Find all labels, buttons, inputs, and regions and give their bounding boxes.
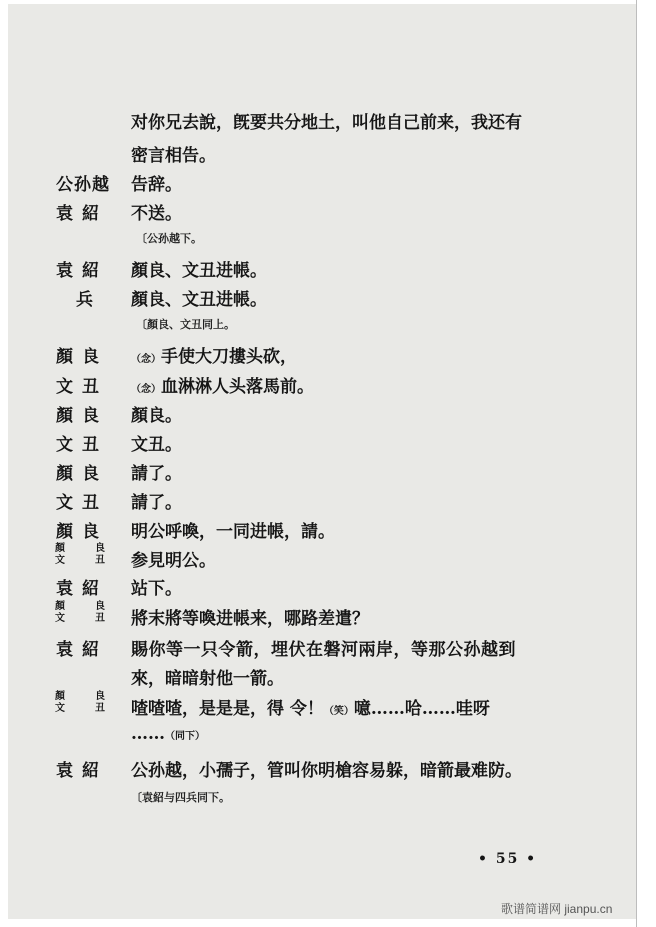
speech-text: 血淋淋人头落馬前。 <box>161 377 314 397</box>
stage-direction-3: 〔袁紹与四兵同下。 <box>131 791 230 804</box>
speaker-duo-bottom: 文丑 <box>55 555 135 566</box>
stage-direction-2: 〔顏良、文丑同上。 <box>136 318 235 331</box>
speaker-duo-bottom: 文丑 <box>55 703 135 714</box>
speaker-yuanshao: 袁紹 <box>56 761 108 781</box>
speaker-yuanshao: 袁紹 <box>56 640 108 660</box>
speech-line-13: 請了。 <box>131 493 182 513</box>
exit-note: （同下） <box>165 731 205 742</box>
speech-line-16: 站下。 <box>131 579 182 599</box>
speech-line-5: 顏良、文丑进帳。 <box>131 261 267 281</box>
speaker-soldier: 兵 <box>76 290 94 310</box>
speech-line-14: 明公呼喚，一同进帳，請。 <box>131 522 335 542</box>
speaker-duo <box>55 543 135 569</box>
speech-tail: 噫……哈……哇呀 <box>353 699 490 719</box>
laugh-note: （笑） <box>323 706 354 717</box>
speaker-yuanshao: 袁紹 <box>56 579 108 599</box>
speaker-duo <box>55 601 135 627</box>
speech-line-11: 文丑。 <box>131 435 182 455</box>
speaker-gongsunyue: 公孙越 <box>56 175 110 195</box>
speaker-yanliang: 顏良 <box>56 522 108 542</box>
page-edge <box>636 0 637 927</box>
speaker-wenchou: 文丑 <box>56 377 108 397</box>
page-number: • 55 • <box>478 851 538 867</box>
speaker-wenchou: 文丑 <box>56 493 108 513</box>
speech-line-18: 賜你等一只令箭，埋伏在磐河兩岸，等那公孙越到 <box>131 640 516 660</box>
speaker-duo-top: 顏良 <box>55 691 135 702</box>
speech-line-1: 密言相告。 <box>131 146 216 166</box>
recite-note: （念） <box>131 354 161 365</box>
speech-line-20 <box>131 694 490 719</box>
speaker-yanliang: 顏良 <box>56 406 108 426</box>
speech-text: 手使大刀摟头砍， <box>161 347 297 367</box>
speaker-yanliang: 顏良 <box>56 347 108 367</box>
speech-line-21 <box>131 724 205 744</box>
speech-line-3: 不送。 <box>131 204 182 224</box>
speaker-yanliang: 顏良 <box>56 464 108 484</box>
speech-line-9 <box>131 372 314 397</box>
speech-line-19: 來，暗暗射他一箭。 <box>131 669 284 689</box>
stage-direction-1: 〔公孙越下。 <box>136 232 202 245</box>
speaker-wenchou: 文丑 <box>56 435 108 455</box>
speech-line-22: 公孙越，小孺子，管叫你明槍容易躲，暗箭最难防。 <box>131 761 522 781</box>
speaker-duo-bottom: 文丑 <box>55 613 135 624</box>
recite-note: （念） <box>131 384 161 395</box>
speech-line-17: 將末將等喚进帳来，哪路差遣？ <box>131 609 369 629</box>
speech-line-10: 顏良。 <box>131 406 182 426</box>
speaker-duo-top: 顏良 <box>55 601 135 612</box>
speech-line-0: 对你兄去說，旣要共分地土，叫他自己前来，我还有 <box>131 113 522 133</box>
speech-line-15: 参見明公。 <box>131 551 216 571</box>
speaker-yuanshao: 袁紹 <box>56 261 108 281</box>
speaker-duo <box>55 691 135 717</box>
speech-line-12: 請了。 <box>131 464 182 484</box>
site-watermark: 歌谱简谱网 jianpu.cn <box>501 902 613 916</box>
speech-text: …… <box>131 724 165 744</box>
speaker-duo-top: 顏良 <box>55 543 135 554</box>
speech-line-8 <box>131 342 297 367</box>
speech-line-6: 顏良、文丑进帳。 <box>131 290 267 310</box>
speech-text: 喳喳喳，是是是，得 令！ <box>131 699 324 719</box>
speech-line-2: 告辞。 <box>131 175 182 195</box>
speaker-yuanshao: 袁紹 <box>56 204 108 224</box>
